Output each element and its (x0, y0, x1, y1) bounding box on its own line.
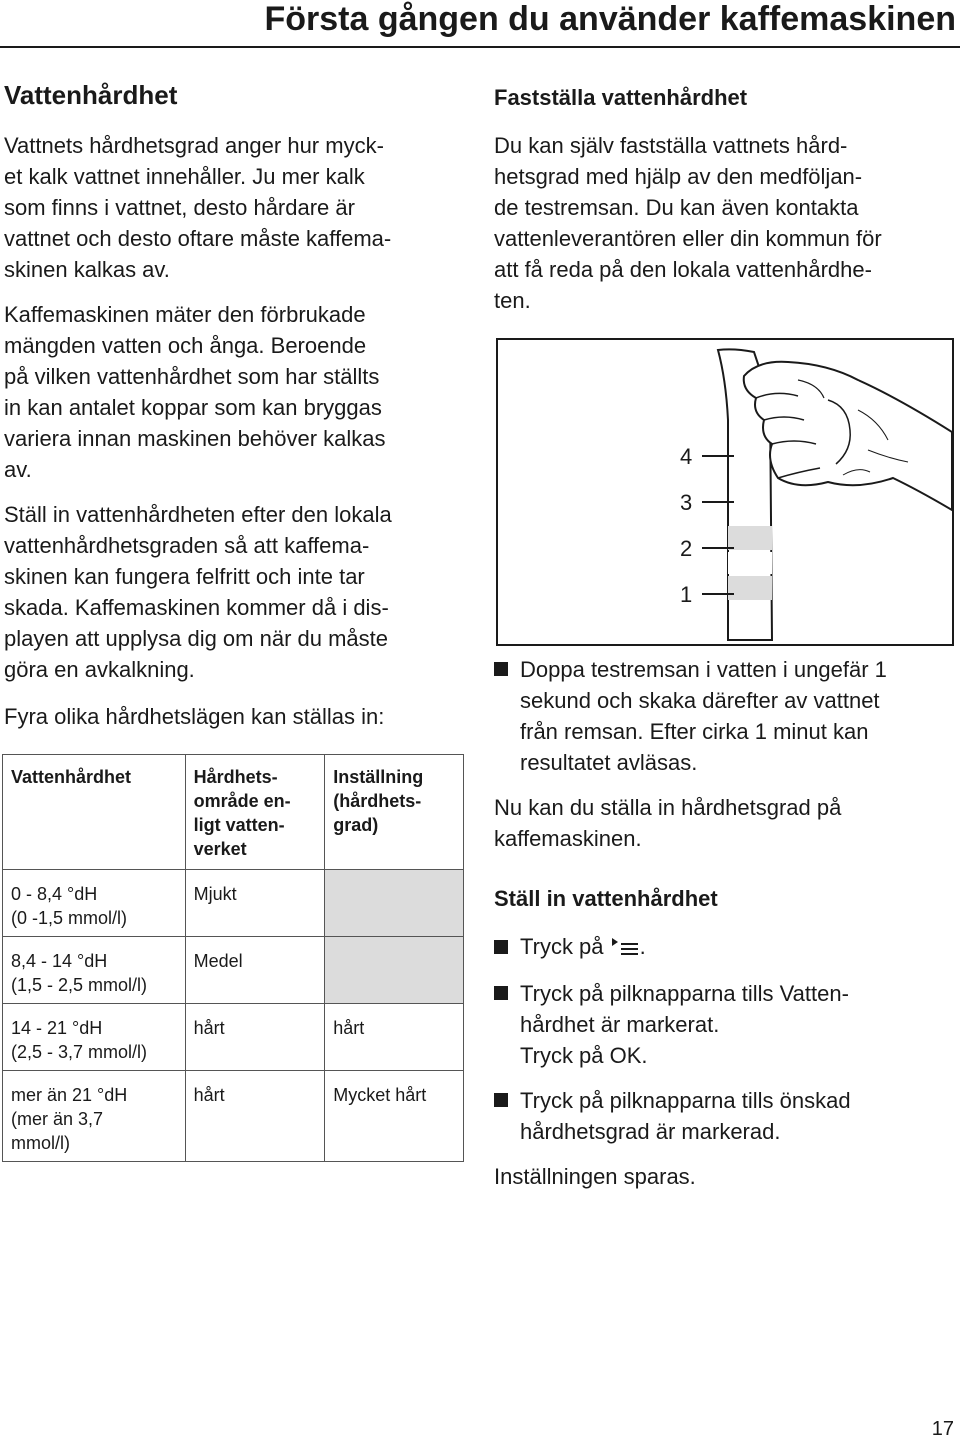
menu-icon (610, 936, 640, 956)
measurement-paragraph: Kaffemaskinen mäter den förbrukade mängden vatten och ånga. Beroende på vilken vattenhårdhet som har ställts in kan antalet koppar som kan bryggas variera innan maskinen behöver kalkas av. (4, 302, 386, 482)
step-select-water-hardness: Tryck på pilknapparna tills Vatten- hårdhet är markerat. Tryck på OK. (520, 981, 849, 1068)
table-cell: 0 - 8,4 °dH (0 -1,5 mmol/l) (11, 884, 128, 928)
table-cell (325, 870, 463, 888)
header-rule (0, 46, 960, 48)
table-row (3, 937, 464, 1004)
determine-paragraph: Du kan själv fastställa vattnets hård- hetsgrad med hjälp av den medföljan- de testremsan. Du kan även kontakta vattenleverantören eller din kommun för att få reda på den lokala vattenhårdhe- ten. (494, 133, 882, 313)
saved-paragraph: Inställningen sparas. (494, 1164, 696, 1189)
bullet-icon (494, 986, 508, 1000)
table-cell: 8,4 - 14 °dH (1,5 - 2,5 mmol/l) (11, 951, 148, 995)
column-header: Hårdhets- område en- ligt vatten- verket (193, 767, 291, 859)
table-cell: Medel (193, 951, 243, 971)
now-set-paragraph: Nu kan du ställa in hårdhetsgrad på kaffemaskinen. (494, 795, 842, 851)
page-number: 17 (931, 1418, 954, 1440)
table-cell: hårt (193, 1085, 225, 1105)
step-press-menu: Tryck på . (520, 934, 646, 959)
table-cell: Mycket hårt (333, 1085, 427, 1105)
section-heading-set-hardness: Ställ in vattenhårdhet (494, 886, 718, 911)
table-header-row (3, 755, 464, 870)
dip-strip-instruction: Doppa testremsan i vatten i ungefär 1 sekund och skaka därefter av vattnet från remsan. Efter cirka 1 minut kan resultatet avläsas. (520, 657, 887, 775)
intro-paragraph: Vattnets hårdhetsgrad anger hur myck- et kalk vattnet innehåller. Ju mer kalk som finns i vattnet, desto hårdare är vattnet och desto oftare måste kaffema- skinen kalkas av. (4, 133, 392, 282)
table-cell: hårt (333, 1018, 365, 1038)
table-cell: mer än 21 °dH (mer än 3,7 mmol/l) (11, 1085, 128, 1153)
bullet-icon (494, 662, 508, 676)
strip-label-1: 1 (680, 582, 693, 607)
table-cell: Mjukt (193, 884, 237, 904)
table-row (3, 870, 464, 937)
strip-label-4: 4 (680, 444, 693, 469)
column-header: Vattenhårdhet (11, 767, 132, 787)
table-cell: hårt (193, 1018, 225, 1038)
step-select-hardness-level: Tryck på pilknapparna tills önskad hårdhetsgrad är markerad. (520, 1088, 851, 1144)
hardness-table (2, 754, 464, 1162)
table-cell (325, 937, 463, 955)
bullet-icon (494, 940, 508, 954)
table-cell: 14 - 21 °dH (2,5 - 3,7 mmol/l) (11, 1018, 148, 1062)
levels-intro: Fyra olika hårdhetslägen kan ställas in: (4, 704, 385, 729)
page-title: Första gången du använder kaffemaskinen (264, 0, 956, 38)
bullet-icon (494, 1093, 508, 1107)
column-header: Inställning (hårdhets- grad) (333, 767, 424, 835)
strip-label-2: 2 (680, 536, 693, 561)
section-heading-determine-hardness: Fastställa vattenhårdhet (494, 85, 748, 110)
table-row (3, 1071, 464, 1162)
table-row (3, 1004, 464, 1071)
section-heading-water-hardness: Vattenhårdhet (4, 80, 178, 110)
setting-paragraph: Ställ in vattenhårdheten efter den lokala vattenhårdhetsgraden så att kaffema- skinen kan fungera felfritt och inte tar skada. Kaffemaskinen kommer då i dis- playen att upplysa dig om när du måste göra en avkalkning. (4, 502, 392, 682)
test-strip-illustration (496, 338, 954, 646)
strip-label-3: 3 (680, 490, 693, 515)
